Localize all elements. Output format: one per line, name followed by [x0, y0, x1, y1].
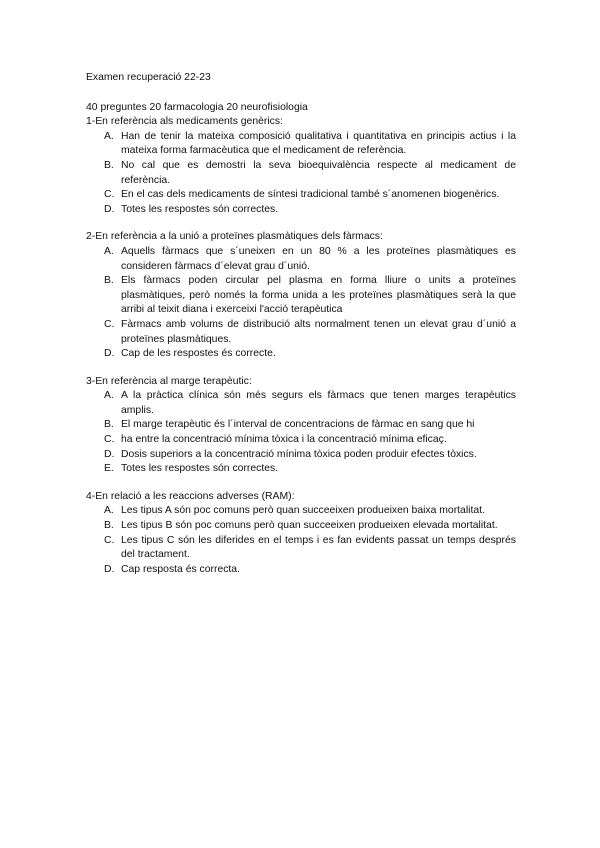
question-title: 3-En referència al marge terapèutic:	[86, 375, 252, 387]
answer-option	[86, 389, 516, 418]
option-letter: D.	[104, 448, 115, 460]
exam-subtitle: 40 preguntes 20 farmacologia 20 neurofisiologia	[86, 101, 308, 113]
option-text: Les tipus A són poc comuns però quan succeeixen produeixen baixa mortalitat.	[121, 505, 485, 517]
question-title: 1-En referència als medicaments genèrics:	[86, 116, 283, 128]
option-text: Totes les respostes són correctes.	[121, 203, 279, 215]
option-text: Les tipus B són poc comuns però quan succeeixen produeixen elevada mortalitat.	[121, 520, 498, 532]
answer-option	[86, 534, 516, 563]
document-body	[86, 71, 516, 577]
answer-option	[86, 462, 516, 477]
option-letter: D.	[104, 203, 115, 215]
option-letter: B.	[104, 419, 114, 431]
question-1	[86, 115, 516, 217]
question-title: 4-En relació a les reaccions adverses (RAM):	[86, 490, 295, 502]
answer-options	[86, 245, 516, 362]
option-text: Totes les respostes són correctes.	[121, 463, 279, 475]
option-text: En el cas dels medicaments de síntesi tradicional també s´anomenen biogenèrics.	[121, 189, 500, 201]
answer-options	[86, 504, 516, 577]
answer-option	[86, 130, 516, 159]
option-text: El marge terapèutic és l´interval de concentracions de fàrmac en sang que hi	[121, 419, 475, 431]
answer-option	[86, 245, 516, 274]
answer-option	[86, 203, 516, 218]
option-letter: B.	[104, 520, 114, 532]
option-letter: C.	[104, 318, 115, 330]
option-text: A la pràctica clínica són més segurs els fàrmacs que tenen marges terapèutics amplis.	[121, 390, 516, 416]
answer-options	[86, 389, 516, 477]
answer-option	[86, 563, 516, 578]
option-letter: C.	[104, 534, 115, 546]
option-text: Aquells fàrmacs que s´uneixen en un 80 % a les proteïnes plasmàtiques es consideren fàrmacs d´elevat grau d´unió.	[121, 245, 516, 272]
option-letter: A.	[104, 505, 114, 517]
answer-option	[86, 433, 516, 448]
option-letter: D.	[104, 563, 115, 575]
exam-title: Examen recuperació 22-23	[86, 72, 211, 83]
answer-option	[86, 504, 516, 519]
option-letter: C.	[104, 434, 115, 446]
option-text: Dosis superiors a la concentració mínima tòxica poden produir efectes tòxics.	[121, 448, 477, 460]
option-letter: C.	[104, 189, 115, 201]
question-2	[86, 230, 516, 361]
option-text: Les tipus C són les diferides en el temps i es fan evidents passat un temps després del tractament.	[121, 534, 516, 561]
option-text: Els fàrmacs poden circular pel plasma en forma lliure o units a proteïnes plasmàtiques, però només la forma unida a les proteïnes plasmàtiques serà la que arribi al teixit diana i exerceixi l'acció terapèutica	[121, 275, 516, 316]
question-title: 2-En referència a la unió a proteïnes plasmàtiques dels fàrmacs:	[86, 231, 383, 243]
question-3	[86, 375, 516, 477]
option-letter: A.	[104, 130, 114, 142]
answer-options	[86, 130, 516, 218]
option-text: Han de tenir la mateixa composició qualitativa i quantitativa en principis actius i la mateixa forma farmacèutica que el medicament de referència.	[121, 130, 516, 157]
option-letter: B.	[104, 159, 114, 171]
answer-option	[86, 418, 516, 433]
option-letter: B.	[104, 275, 114, 287]
option-text: Cap de les respostes és correcte.	[121, 348, 276, 360]
option-text: Fàrmacs amb volums de distribució alts normalment tenen un elevat grau d´unió a proteïnes plasmàtiques.	[121, 318, 516, 345]
answer-option	[86, 448, 516, 463]
answer-option	[86, 188, 516, 203]
option-text: ha entre la concentració mínima tòxica i la concentració mínima eficaç.	[121, 434, 447, 446]
answer-option	[86, 318, 516, 347]
option-letter: E.	[104, 463, 114, 475]
answer-option	[86, 347, 516, 362]
option-text: No cal que es demostri la seva bioequivalència respecte al medicament de referència.	[121, 159, 516, 186]
option-text: Cap resposta és correcta.	[121, 563, 240, 575]
question-4	[86, 490, 516, 578]
answer-option	[86, 519, 516, 534]
option-letter: A.	[104, 245, 114, 257]
answer-option	[86, 159, 516, 188]
option-letter: D.	[104, 348, 115, 360]
option-letter: A.	[104, 390, 114, 402]
answer-option	[86, 274, 516, 318]
